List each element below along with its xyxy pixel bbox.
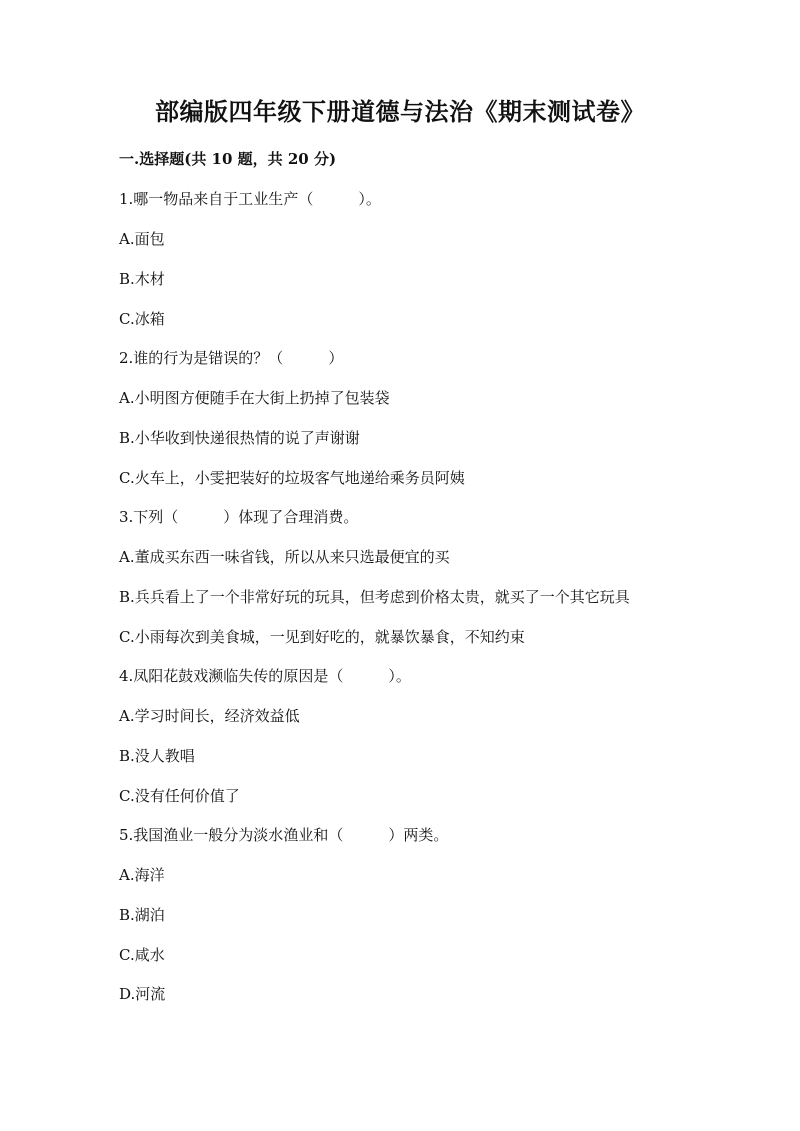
answer-option: A.学习时间长，经济效益低 <box>119 707 300 725</box>
exam-title: 部编版四年级下册道德与法治《期末测试卷》 <box>155 97 645 126</box>
answer-option: A.海洋 <box>119 866 165 884</box>
answer-option: A.面包 <box>119 230 165 248</box>
answer-option: C.小雨每次到美食城，一见到好吃的，就暴饮暴食，不知约束 <box>119 628 525 646</box>
answer-option: C.冰箱 <box>119 310 165 328</box>
section-heading: 一.选择题(共 10 题，共 20 分) <box>119 150 337 168</box>
answer-option: B.湖泊 <box>119 906 165 924</box>
answer-option: B.木材 <box>119 270 165 288</box>
answer-option: C.咸水 <box>119 946 165 964</box>
answer-option: B.小华收到快递很热情的说了声谢谢 <box>119 429 360 447</box>
answer-option: A.小明图方便随手在大街上扔掉了包装袋 <box>119 389 390 407</box>
answer-option: B.没人教唱 <box>119 747 195 765</box>
question-stem: 1.哪一物品来自于工业生产（ ）。 <box>119 190 381 208</box>
answer-option: C.没有任何价值了 <box>119 787 240 805</box>
answer-option: D.河流 <box>119 985 166 1003</box>
answer-option: C.火车上，小雯把装好的垃圾客气地递给乘务员阿姨 <box>119 469 465 487</box>
question-stem: 2.谁的行为是错误的？（ ） <box>119 349 344 367</box>
question-stem: 3.下列（ ）体现了合理消费。 <box>119 508 359 526</box>
question-stem: 4.凤阳花鼓戏濒临失传的原因是（ ）。 <box>119 667 411 685</box>
answer-option: B.兵兵看上了一个非常好玩的玩具，但考虑到价格太贵，就买了一个其它玩具 <box>119 588 630 606</box>
answer-option: A.董成买东西一味省钱，所以从来只选最便宜的买 <box>119 548 450 566</box>
question-stem: 5.我国渔业一般分为淡水渔业和（ ）两类。 <box>119 826 449 844</box>
